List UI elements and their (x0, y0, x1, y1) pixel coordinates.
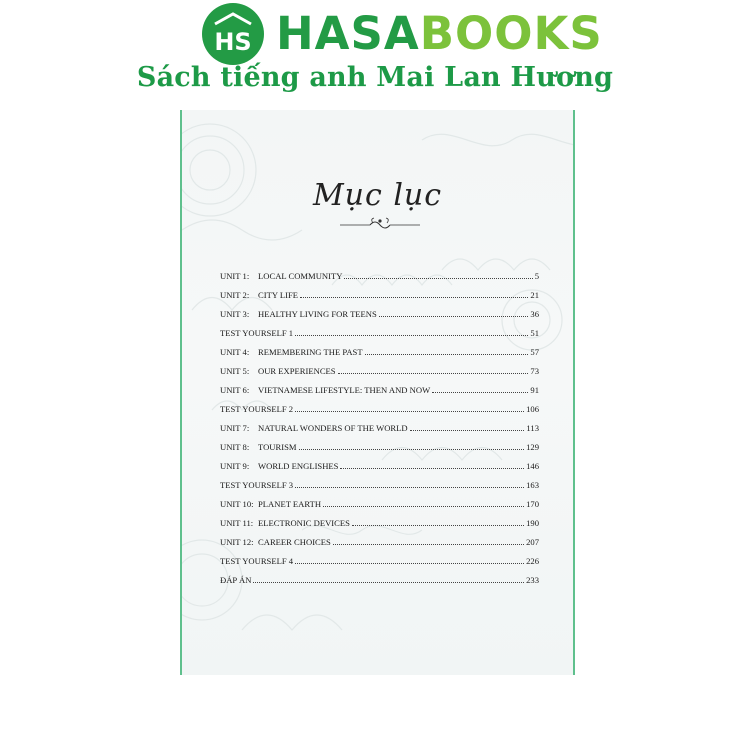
toc-entry (220, 442, 539, 461)
toc-entry (220, 328, 539, 347)
toc-entry-page-number: 51 (530, 328, 539, 338)
toc-dot-leader (295, 330, 528, 336)
toc-entry-title: OUR EXPERIENCES (258, 366, 336, 376)
toc-dot-leader (352, 520, 524, 526)
toc-entry-unit: UNIT 4: (220, 347, 250, 357)
toc-dot-leader (253, 577, 524, 583)
toc-entry (220, 404, 539, 423)
brand-name-part1: HASA (276, 7, 420, 60)
toc-entry-page-number: 163 (526, 480, 539, 490)
toc-entry-page-number: 170 (526, 499, 539, 509)
toc-entry (220, 290, 539, 309)
toc-entry-unit: UNIT 7: (220, 423, 250, 433)
toc-entry-title: HEALTHY LIVING FOR TEENS (258, 309, 377, 319)
toc-dot-leader (365, 349, 529, 355)
toc-entry (220, 385, 539, 404)
brand-name-part2: BOOKS (419, 7, 603, 60)
table-of-contents (220, 271, 539, 594)
toc-entry-unit: UNIT 8: (220, 442, 250, 452)
toc-entry-unit: UNIT 12: (220, 537, 254, 547)
toc-entry-unit: UNIT 10: (220, 499, 254, 509)
toc-dot-leader (379, 311, 529, 317)
toc-dot-leader (410, 425, 525, 431)
toc-entry-title: LOCAL COMMUNITY (258, 271, 343, 281)
toc-entry-page-number: 129 (526, 442, 539, 452)
toc-entry-title: VIETNAMESE LIFESTYLE: THEN AND NOW (258, 385, 431, 395)
toc-entry-page-number: 113 (526, 423, 539, 433)
header (0, 0, 750, 110)
toc-dot-leader (333, 539, 524, 545)
toc-entry (220, 366, 539, 385)
toc-entry-unit: UNIT 2: (220, 290, 250, 300)
toc-entry-title: REMEMBERING THE PAST (258, 347, 363, 357)
toc-dot-leader (432, 387, 528, 393)
toc-entry-page-number: 146 (526, 461, 539, 471)
toc-entry (220, 461, 539, 480)
toc-dot-leader (295, 482, 524, 488)
toc-entry-title: WORLD ENGLISHES (258, 461, 339, 471)
toc-entry (220, 347, 539, 366)
toc-entry-unit: UNIT 1: (220, 271, 250, 281)
toc-dot-leader (340, 463, 524, 469)
toc-dot-leader (299, 444, 525, 450)
toc-entry-page-number: 190 (526, 518, 539, 528)
svg-text:HS: HS (214, 28, 252, 56)
toc-entry-unit: UNIT 6: (220, 385, 250, 395)
toc-entry-unit: TEST YOURSELF 1 (220, 328, 294, 338)
toc-entry-page-number: 207 (526, 537, 539, 547)
brand-name (276, 4, 603, 64)
toc-entry (220, 556, 539, 575)
toc-entry-page-number: 226 (526, 556, 539, 566)
toc-entry (220, 499, 539, 518)
toc-dot-leader (300, 292, 528, 298)
toc-entry-unit: UNIT 11: (220, 518, 254, 528)
toc-entry-title: ELECTRONIC DEVICES (258, 518, 350, 528)
toc-entry-title: PLANET EARTH (258, 499, 322, 509)
toc-dot-leader (295, 406, 524, 412)
toc-entry (220, 271, 539, 290)
toc-entry-page-number: 5 (534, 271, 539, 281)
toc-entry (220, 518, 539, 537)
toc-entry-page-number: 21 (530, 290, 539, 300)
toc-entry (220, 480, 539, 499)
toc-entry-page-number: 36 (530, 309, 539, 319)
toc-entry-page-number: 106 (526, 404, 539, 414)
toc-entry (220, 309, 539, 328)
toc-entry-title: TOURISM (258, 442, 297, 452)
toc-entry-unit: ĐÁP ÁN (220, 575, 252, 585)
toc-entry-title: NATURAL WONDERS OF THE WORLD (258, 423, 408, 433)
toc-entry-unit: UNIT 3: (220, 309, 250, 319)
toc-entry-unit: UNIT 9: (220, 461, 250, 471)
toc-entry-unit: UNIT 5: (220, 366, 250, 376)
toc-entry (220, 423, 539, 442)
book-page (180, 110, 575, 675)
toc-entry-page-number: 73 (530, 366, 539, 376)
toc-entry-title: CITY LIFE (258, 290, 299, 300)
toc-dot-leader (323, 501, 524, 507)
toc-entry-unit: TEST YOURSELF 4 (220, 556, 294, 566)
toc-entry-unit: TEST YOURSELF 3 (220, 480, 294, 490)
toc-entry-unit: TEST YOURSELF 2 (220, 404, 294, 414)
toc-dot-leader (338, 368, 529, 374)
toc-entry (220, 537, 539, 556)
tagline: Sách tiếng anh Mai Lan Hương (136, 62, 614, 93)
toc-entry-page-number: 57 (530, 347, 539, 357)
toc-entry-page-number: 233 (526, 575, 539, 585)
toc-dot-leader (344, 273, 532, 279)
hasabooks-logo-icon (201, 2, 265, 66)
toc-entry-page-number: 91 (530, 385, 539, 395)
toc-entry (220, 575, 539, 594)
ornament-divider-icon (340, 217, 420, 231)
toc-dot-leader (295, 558, 524, 564)
page-title: Mục lục (312, 178, 443, 213)
toc-entry-title: CAREER CHOICES (258, 537, 331, 547)
